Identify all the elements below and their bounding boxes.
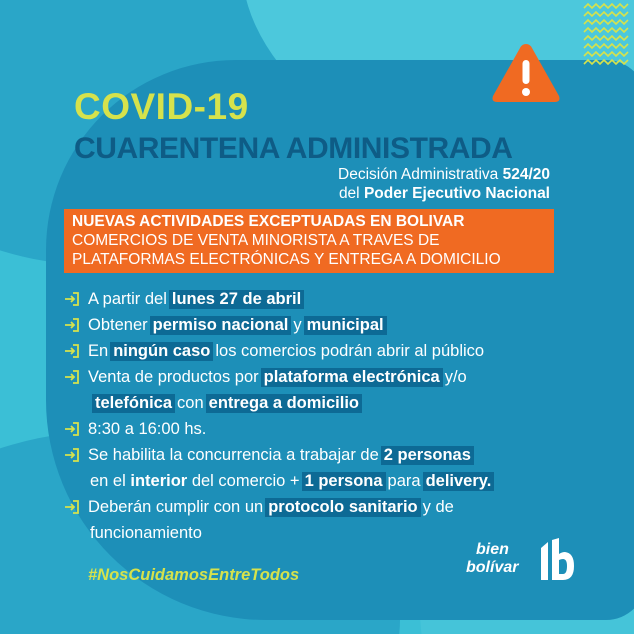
item-text: del comercio + — [191, 471, 300, 490]
item-text: Obtener — [88, 315, 148, 334]
list-item — [64, 442, 496, 468]
logo-line-2: bolívar — [466, 559, 519, 576]
arrow-right-bracket-icon — [64, 343, 80, 359]
bien-bolivar-logo — [466, 536, 578, 592]
item-text: Se habilita la concurrencia a trabajar de — [88, 445, 379, 464]
decision-reference — [338, 166, 550, 203]
requirements-list — [64, 286, 496, 546]
arrow-right-bracket-icon — [64, 317, 80, 333]
item-text: En — [88, 341, 109, 360]
item-text: y — [293, 315, 302, 334]
item-highlight: 1 persona — [302, 472, 386, 491]
item-highlight: permiso nacional — [150, 316, 292, 335]
activities-banner — [64, 209, 554, 273]
item-text: Deberán cumplir con un — [88, 497, 264, 516]
item-text: con — [177, 393, 204, 412]
arrow-right-bracket-icon — [64, 447, 80, 463]
list-item — [64, 364, 496, 390]
banner-line-1: COMERCIOS DE VENTA MINORISTA A TRAVES DE — [72, 232, 440, 249]
decision-number: 524/20 — [502, 166, 550, 183]
decision-line2-prefix: del — [338, 184, 360, 202]
banner-heading: NUEVAS ACTIVIDADES EXCEPTUADAS EN BOLIVAR — [72, 213, 465, 230]
logo-ib-mark — [538, 538, 576, 582]
item-highlight: plataforma electrónica — [261, 368, 443, 387]
list-item — [64, 416, 496, 442]
covid-title: COVID-19 — [74, 86, 249, 127]
item-highlight: telefónica — [92, 394, 175, 413]
list-item — [64, 494, 496, 520]
item-bold: interior — [130, 471, 188, 490]
item-text: 8:30 a 16:00 hs. — [88, 419, 207, 438]
list-item — [64, 286, 496, 312]
list-item-continuation — [64, 468, 496, 494]
cuarentena-title: CUARENTENA ADMINISTRADA — [74, 132, 513, 165]
item-highlight: ningún caso — [110, 342, 213, 361]
item-text: A partir del — [88, 289, 167, 308]
item-highlight: protocolo sanitario — [265, 498, 420, 517]
decision-prefix: Decisión Administrativa — [338, 166, 499, 183]
zigzag-decoration-icon — [582, 2, 632, 70]
warning-triangle-icon — [490, 40, 562, 106]
item-text: funcionamiento — [90, 523, 202, 542]
item-highlight: lunes 27 de abril — [169, 290, 304, 309]
list-item — [64, 338, 496, 364]
decision-line2-bold: Poder Ejecutivo Nacional — [363, 184, 550, 202]
item-highlight: delivery. — [423, 472, 495, 491]
item-highlight: municipal — [304, 316, 387, 335]
arrow-right-bracket-icon — [64, 291, 80, 307]
item-highlight: entrega a domicilio — [206, 394, 362, 413]
list-item — [64, 312, 496, 338]
item-text: para — [387, 471, 421, 490]
arrow-right-bracket-icon — [64, 499, 80, 515]
list-item-continuation — [64, 520, 496, 546]
banner-line-2: PLATAFORMAS ELECTRÓNICAS Y ENTREGA A DOMICILIO — [72, 251, 501, 268]
hashtag: #NosCuidamosEntreTodos — [88, 566, 300, 584]
arrow-right-bracket-icon — [64, 421, 80, 437]
item-text: y de — [422, 497, 454, 516]
item-text: Venta de productos por — [88, 367, 259, 386]
item-text: y/o — [444, 367, 467, 386]
item-highlight: 2 personas — [381, 446, 474, 465]
item-text: en el — [90, 471, 126, 490]
list-item-continuation — [64, 390, 496, 416]
item-text: los comercios podrán abrir al público — [215, 341, 485, 360]
arrow-right-bracket-icon — [64, 369, 80, 385]
logo-line-1: bien — [476, 541, 509, 558]
